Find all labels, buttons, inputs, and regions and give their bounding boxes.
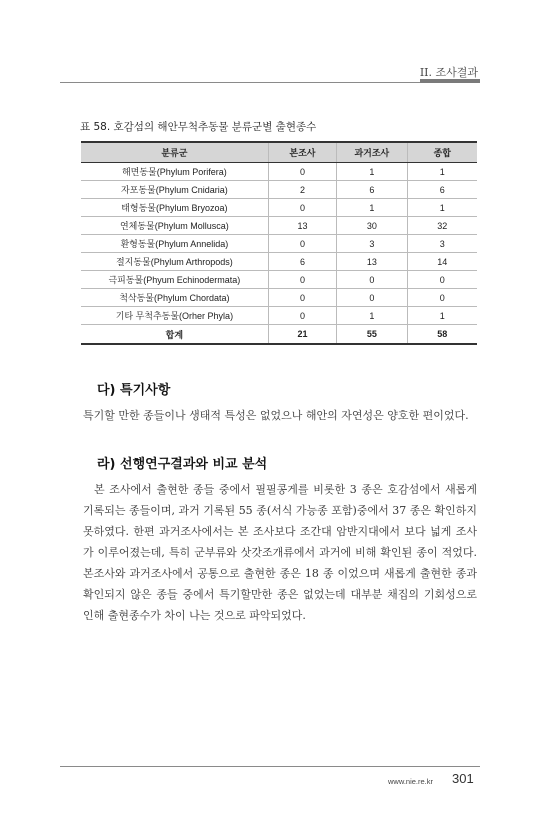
footer-rule — [60, 766, 480, 767]
past-survey-cell: 1 — [337, 307, 407, 325]
column-header-this-survey: 본조사 — [268, 142, 336, 163]
table-row — [81, 235, 477, 253]
table-row — [81, 163, 477, 181]
past-survey-cell: 0 — [337, 289, 407, 307]
total-cell: 32 — [407, 217, 477, 235]
total-cell: 1 — [407, 199, 477, 217]
past-survey-cell: 30 — [337, 217, 407, 235]
taxon-cell: 환형동물(Phylum Annelida) — [81, 235, 268, 253]
table-row — [81, 253, 477, 271]
past-survey-cell: 13 — [337, 253, 407, 271]
taxon-cell: 태형동물(Phylum Bryozoa) — [81, 199, 268, 217]
header-rule — [60, 82, 480, 83]
total-label-cell: 합계 — [81, 325, 268, 345]
running-header: II. 조사결과 — [419, 66, 478, 79]
past-survey-cell: 1 — [337, 163, 407, 181]
total-cell: 14 — [407, 253, 477, 271]
section-body-comparison: 본 조사에서 출현한 종들 중에서 필필콩게를 비롯한 3 종은 호감섬에서 새롭게 기록되는 종들이며, 과거 기록된 55 종(서식 가능종 포함)중에서 37 종은 확인하지 못하였다. 한편 과거조사에서는 본 조사보다 조간대 암반지대에서 보다 넓게 조사가 이루어졌는데, 특히 군부류와 삿갓조개류에서 과거에 비해 확인된 종이 적었다. 본조사와 과거조사에서 공통으로 출현한 종은 18 종 이었으며 새롭게 출현한 종과 확인되지 않은 종들 중에서 특기할만한 종은 없었는데 대부분 채집의 기회성으로 인해 출현종수가 차이 나는 것으로 파악되었다. — [83, 483, 477, 622]
this-survey-cell: 0 — [268, 235, 336, 253]
taxon-cell: 절지동물(Phylum Arthropods) — [81, 253, 268, 271]
this-survey-cell: 6 — [268, 253, 336, 271]
table-row — [81, 181, 477, 199]
table-caption: 표 58. 호감섬의 해안무척추동물 분류군별 출현종수 — [80, 121, 317, 133]
past-survey-cell: 0 — [337, 271, 407, 289]
species-table — [81, 141, 477, 345]
column-header-taxon: 분류군 — [81, 142, 268, 163]
total-cell: 0 — [407, 271, 477, 289]
past-survey-cell: 6 — [337, 181, 407, 199]
this-survey-cell: 0 — [268, 289, 336, 307]
table-row — [81, 271, 477, 289]
table-total-row — [81, 325, 477, 345]
table-row — [81, 199, 477, 217]
table-row — [81, 307, 477, 325]
taxon-cell: 연체동물(Phylum Mollusca) — [81, 217, 268, 235]
taxon-cell: 척삭동물(Phylum Chordata) — [81, 289, 268, 307]
total-cell: 3 — [407, 235, 477, 253]
this-survey-cell: 0 — [268, 163, 336, 181]
this-survey-cell: 13 — [268, 217, 336, 235]
past-survey-cell: 3 — [337, 235, 407, 253]
past-survey-cell: 1 — [337, 199, 407, 217]
total-past-survey-cell: 55 — [337, 325, 407, 345]
total-cell: 0 — [407, 289, 477, 307]
section-heading-notes: 다) 특기사항 — [97, 383, 171, 398]
table-row — [81, 289, 477, 307]
taxon-cell: 기타 무척추동물(Orher Phyla) — [81, 307, 268, 325]
this-survey-cell: 2 — [268, 181, 336, 199]
column-header-past-survey: 과거조사 — [337, 142, 407, 163]
total-cell: 1 — [407, 163, 477, 181]
column-header-total: 종합 — [407, 142, 477, 163]
section-heading-comparison: 라) 선행연구결과와 비교 분석 — [97, 457, 268, 472]
page-number: 301 — [452, 771, 474, 786]
total-cell: 1 — [407, 307, 477, 325]
taxon-cell: 자포동물(Phylum Cnidaria) — [81, 181, 268, 199]
total-cell: 6 — [407, 181, 477, 199]
table-row — [81, 217, 477, 235]
taxon-cell: 해면동물(Phylum Porifera) — [81, 163, 268, 181]
total-this-survey-cell: 21 — [268, 325, 336, 345]
footer-url: www.nie.re.kr — [388, 777, 434, 786]
this-survey-cell: 0 — [268, 307, 336, 325]
total-overall-cell: 58 — [407, 325, 477, 345]
this-survey-cell: 0 — [268, 271, 336, 289]
this-survey-cell: 0 — [268, 199, 336, 217]
table-header-row — [81, 142, 477, 163]
section-body-notes: 특기할 만한 종들이나 생태적 특성은 없었으나 해안의 자연성은 양호한 편이었다. — [83, 409, 469, 422]
taxon-cell: 극피동물(Phyum Echinodermata) — [81, 271, 268, 289]
